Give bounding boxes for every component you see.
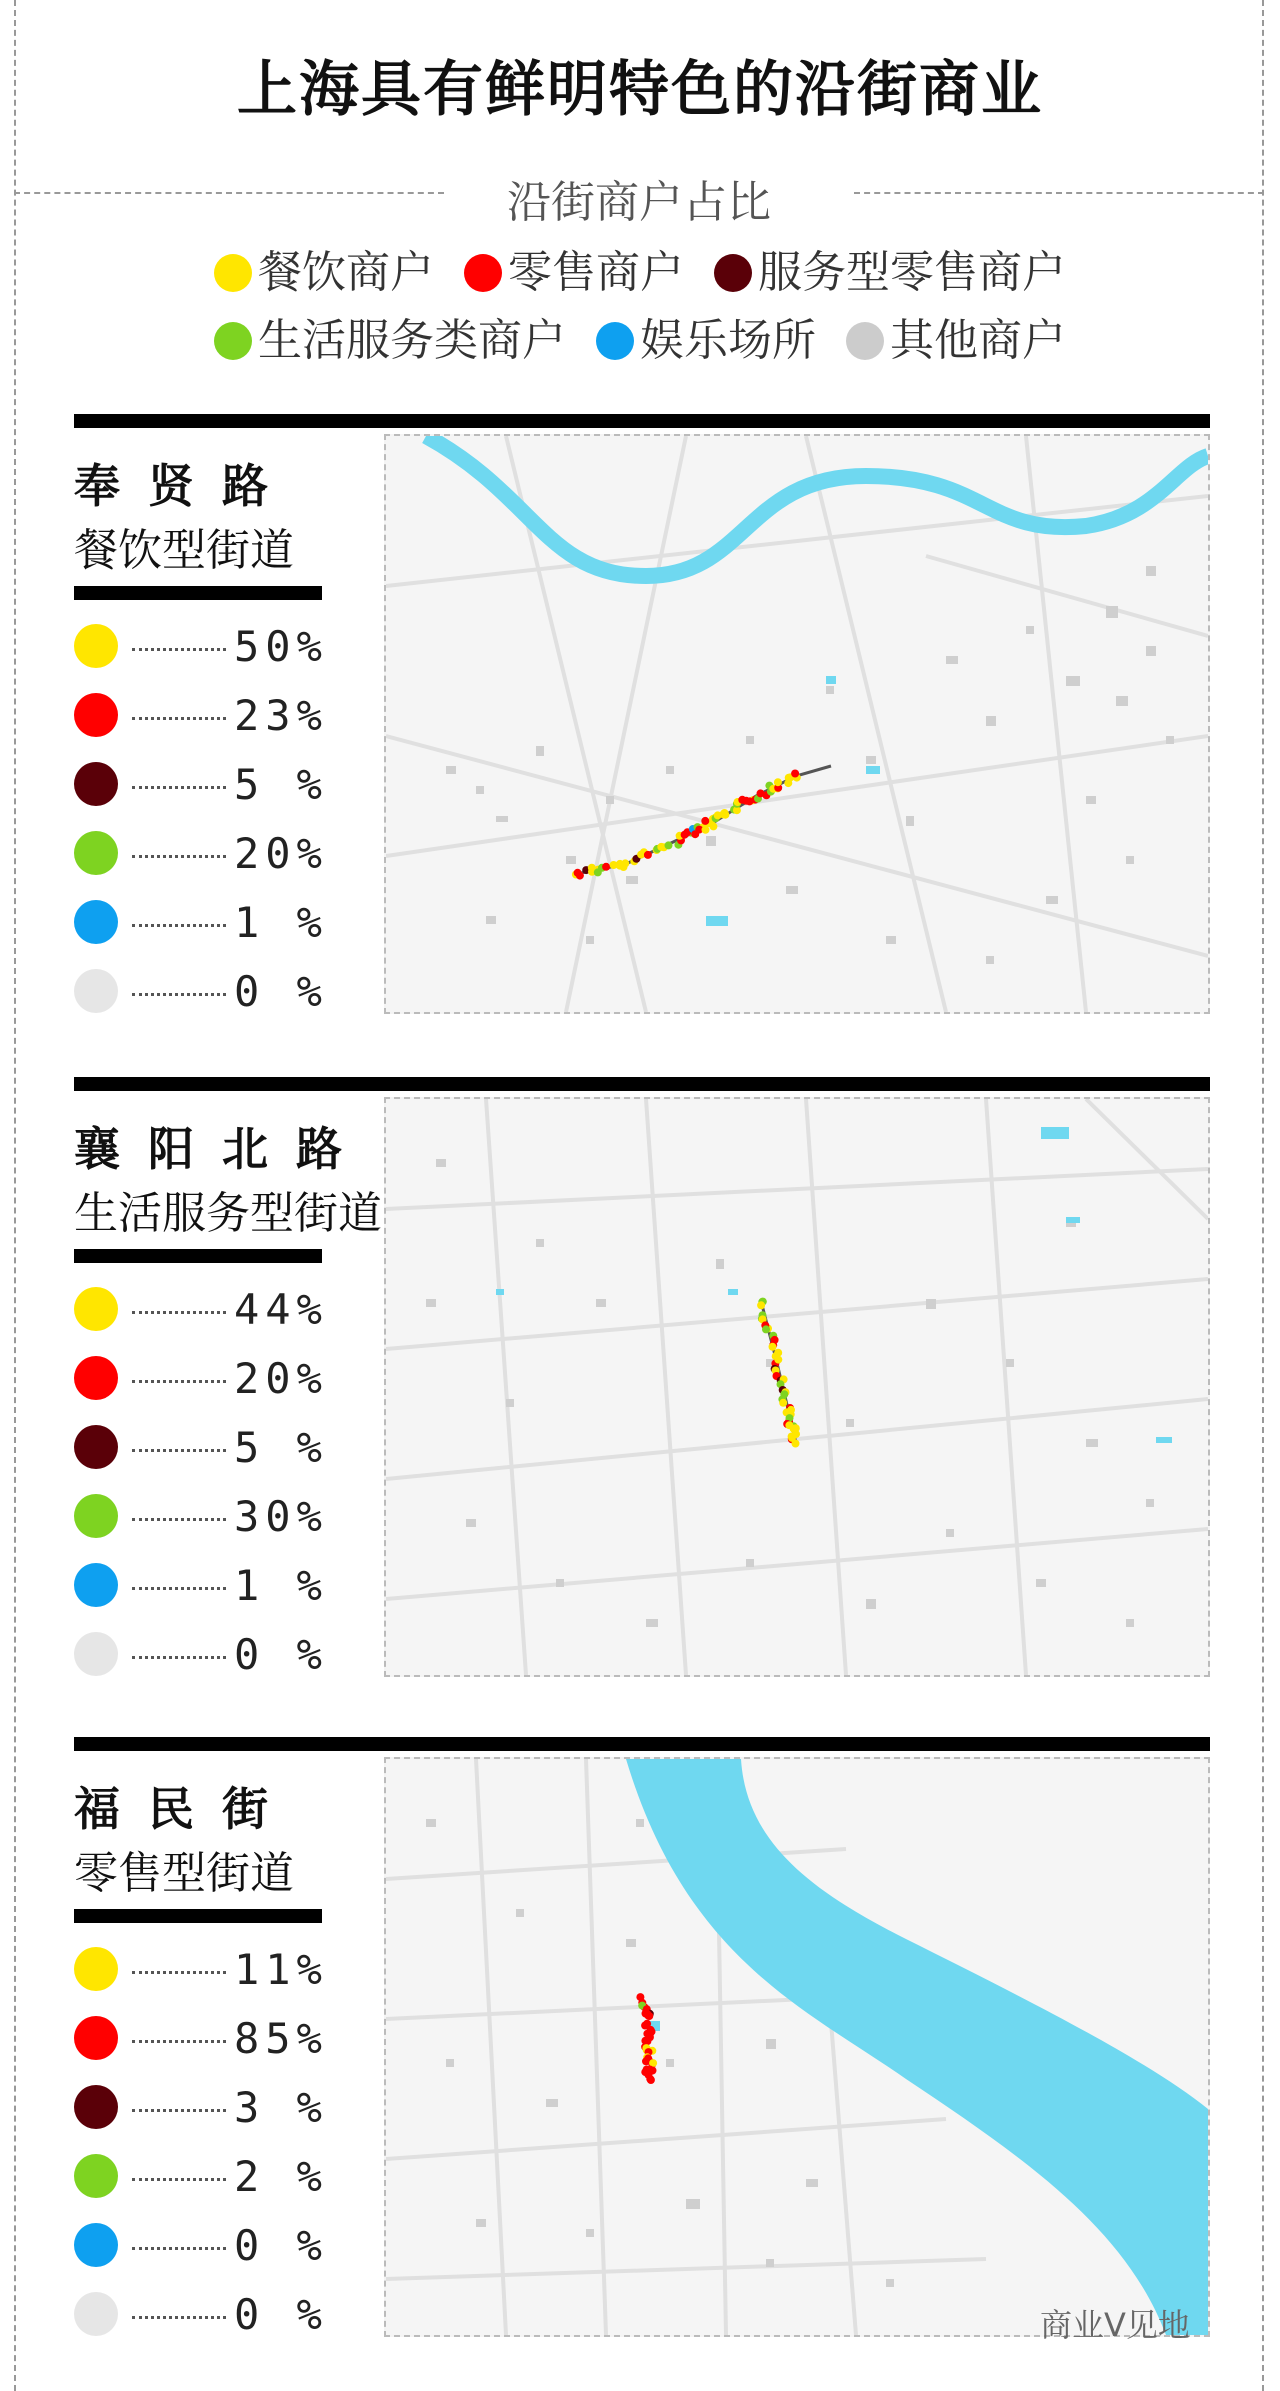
shop-point [792,1440,800,1448]
leader-dots [132,786,226,789]
legend-item-food [214,236,434,300]
pct-value: 5 % [234,760,328,809]
shop-point [647,2076,655,2084]
leader-dots [132,1587,226,1590]
pct-value: 20% [234,1354,328,1403]
leader-dots [132,1311,226,1314]
legend-row-2 [0,304,1280,368]
shop-point [645,2012,653,2020]
pct-row-food [74,622,328,672]
shop-point [602,863,610,871]
pct-row-entertainment [74,1561,328,1611]
leader-dots [132,1380,226,1383]
legend-label: 其他商户 [890,315,1066,366]
pct-row-other [74,967,328,1017]
legend-dot [596,322,634,360]
shop-point [709,822,717,830]
legend-label: 生活服务类商户 [258,315,566,366]
map-svg [386,1099,1208,1675]
pct-dot [74,969,118,1013]
shop-point [576,872,584,880]
pct-row-other [74,1630,328,1680]
pct-dot [74,2154,118,2198]
legend-item-retail [464,236,684,300]
pct-value: 2 % [234,2152,328,2201]
legend-dot [714,254,752,292]
subtitle: 沿街商户占比 [507,177,771,228]
shop-point [779,1399,787,1407]
leader-dots [132,2109,226,2112]
legend-label: 餐饮商户 [258,247,434,298]
map-svg [386,436,1208,1012]
shop-point [644,851,652,859]
leader-dots [132,855,226,858]
pct-dot [74,693,118,737]
map-fengxian-road [384,434,1210,1014]
pct-value: 11% [234,1945,328,1994]
section-xiangyang-north-road [74,1077,1210,1677]
pct-dot [74,1356,118,1400]
shop-point [641,2068,649,2076]
shop-point [774,1349,782,1357]
pct-dot [74,1425,118,1469]
leader-dots [132,717,226,720]
pct-value: 0 % [234,2290,328,2339]
leader-dots [132,2178,226,2181]
pct-row-entertainment [74,2221,328,2271]
pct-dot [74,2016,118,2060]
pct-dot [74,762,118,806]
pct-value: 23% [234,691,328,740]
shop-point [665,841,673,849]
shop-point [721,811,729,819]
pct-dot [74,624,118,668]
map-fumin-street [384,1757,1210,2337]
pct-dot [74,1947,118,1991]
leader-dots [132,648,226,651]
pct-value: 44% [234,1285,328,1334]
watermark: 商业V见地 [1040,2306,1190,2344]
pct-dot [74,1632,118,1676]
shop-point [774,778,782,786]
pct-value: 0 % [234,1630,328,1679]
legend-item-entertainment [596,304,816,368]
pct-dot [74,900,118,944]
map-xiangyang-north-road [384,1097,1210,1677]
pct-row-other [74,2290,328,2340]
pct-row-service-retail [74,760,328,810]
subtitle-row [14,166,1264,228]
pct-row-life-service [74,2152,328,2202]
leader-dots [132,2316,226,2319]
pct-row-food [74,1945,328,1995]
legend-item-life-service [214,304,566,368]
pct-dot [74,1563,118,1607]
pct-value: 0 % [234,967,328,1016]
leader-dots [132,993,226,996]
pct-row-entertainment [74,898,328,948]
leader-dots [132,2040,226,2043]
pct-dot [74,831,118,875]
leader-dots [132,1518,226,1521]
legend-row-1 [0,236,1280,300]
pct-row-life-service [74,1492,328,1542]
legend-dot [464,254,502,292]
section-fengxian-road [74,414,1210,1014]
section-sub-bar [74,1249,322,1263]
section-top-bar [74,1077,1210,1091]
legend-dot [214,322,252,360]
pct-value: 50% [234,622,328,671]
street-type: 零售型街道 [74,1848,294,1899]
leader-dots [132,1971,226,1974]
leader-dots [132,924,226,927]
pct-row-retail [74,691,328,741]
section-sub-bar [74,586,322,600]
shop-point [620,863,628,871]
pct-row-retail [74,2014,328,2064]
legend-label: 零售商户 [508,247,684,298]
pct-dot [74,1287,118,1331]
pct-row-service-retail [74,1423,328,1473]
pct-row-food [74,1285,328,1335]
pct-dot [74,2085,118,2129]
pct-value: 5 % [234,1423,328,1472]
legend-label: 娱乐场所 [640,315,816,366]
shop-point [791,770,799,778]
pct-dot [74,2292,118,2336]
pct-value: 1 % [234,1561,328,1610]
legend-dot [846,322,884,360]
street-type: 生活服务型街道 [74,1188,382,1239]
pct-value: 30% [234,1492,328,1541]
street-name: 襄阳北路 [74,1122,370,1176]
page-title: 上海具有鲜明特色的沿街商业 [237,55,1043,125]
street-name: 福民街 [74,1782,296,1836]
legend-item-service-retail [714,236,1066,300]
pct-value: 3 % [234,2083,328,2132]
shop-point [701,817,709,825]
section-top-bar [74,414,1210,428]
pct-value: 1 % [234,898,328,947]
street-type: 餐饮型街道 [74,525,294,576]
pct-dot [74,2223,118,2267]
pct-row-life-service [74,829,328,879]
shop-point [774,1356,782,1364]
section-top-bar [74,1737,1210,1751]
leader-dots [132,1656,226,1659]
subtitle-divider-right [854,192,1264,194]
pct-value: 0 % [234,2221,328,2270]
pct-dot [74,1494,118,1538]
map-svg [386,1759,1208,2335]
shop-point [762,1325,770,1333]
pct-row-retail [74,1354,328,1404]
pct-value: 85% [234,2014,328,2063]
legend-item-other [846,304,1066,368]
leader-dots [132,2247,226,2250]
section-fumin-street [74,1737,1210,2337]
shop-point [757,1301,765,1309]
legend-dot [214,254,252,292]
shop-point [769,1343,777,1351]
pct-row-service-retail [74,2083,328,2133]
street-name: 奉贤路 [74,459,296,513]
leader-dots [132,1449,226,1452]
section-sub-bar [74,1909,322,1923]
pct-value: 20% [234,829,328,878]
legend-label: 服务型零售商户 [758,247,1066,298]
